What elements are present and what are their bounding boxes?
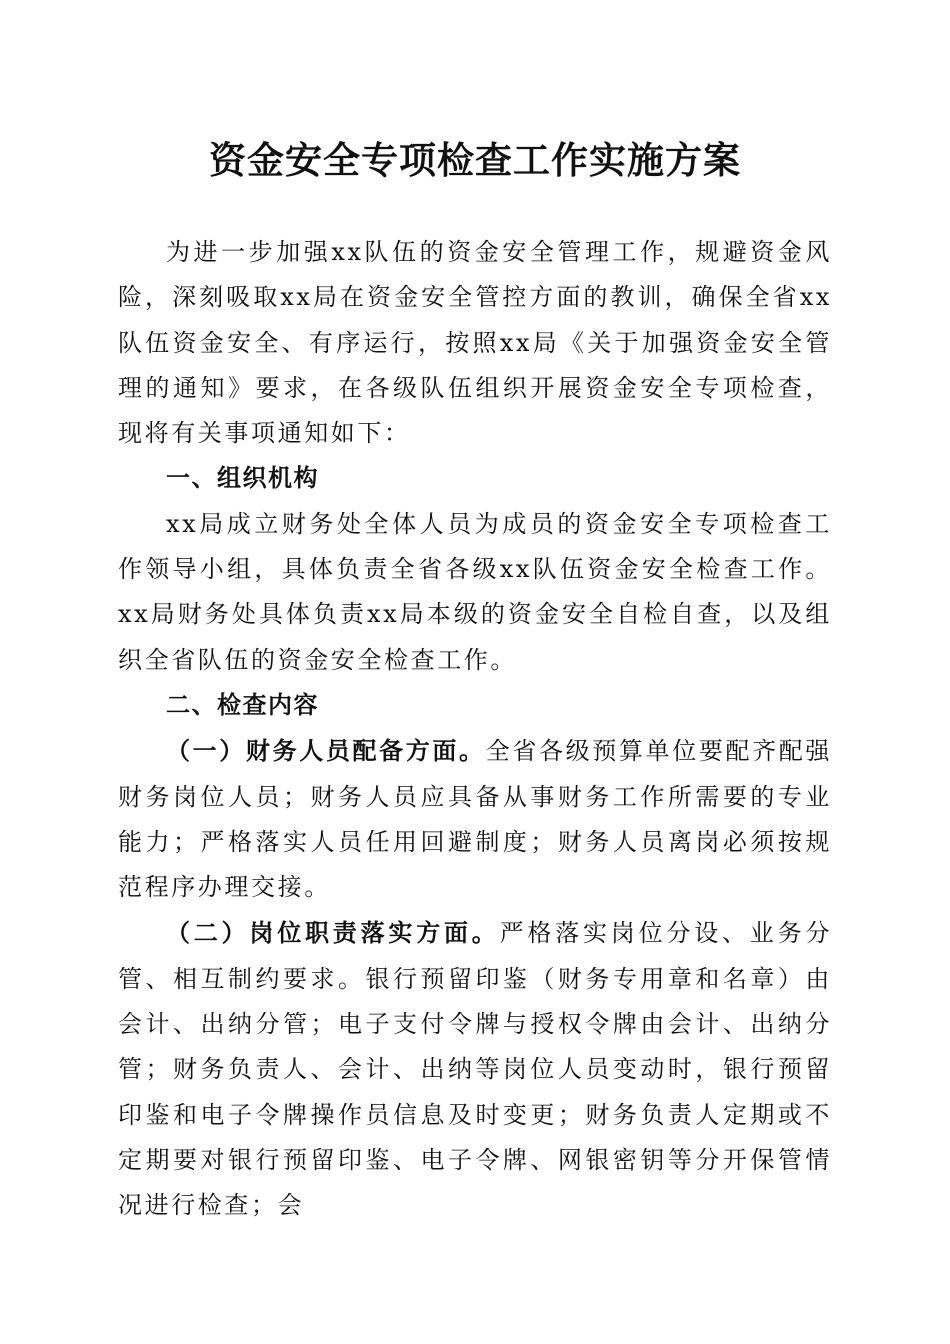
staffing-lead: （一）财务人员配备方面。 [166,736,486,766]
document-title: 资金安全专项检查工作实施方案 [209,138,741,182]
duties-lead: （二）岗位职责落实方面。 [166,918,500,948]
duties-paragraph [118,910,832,1228]
section-heading-inspection-content: 二、检查内容 [166,690,319,719]
intro-paragraph: 为进一步加强xx队伍的资金安全管理工作，规避资金风险，深刻吸取xx局在资金安全管控方面的教训，确保全省xx队伍资金安全、有序运行，按照xx局《关于加强资金安全管理的通知》要求，在各级队伍组织开展资金安全专项检查，现将有关事项通知如下： [118,238,832,448]
duties-text: 严格落实岗位分设、业务分管、相互制约要求。银行预留印鉴（财务专用章和名章）由会计、出纳分管；电子支付令牌与授权令牌由会计、出纳分管；财务负责人、会计、出纳等岗位人员变动时，银行预留印鉴和电子令牌操作员信息及时变更；财务负责人定期或不定期要对银行预留印鉴、电子令牌、网银密钥等分开保管情况进行检查；会 [118,919,833,1220]
document-body [118,230,832,1229]
organization-paragraph: xx局成立财务处全体人员为成员的资金安全专项检查工作领导小组，具体负责全省各级xx队伍资金安全检查工作。xx局财务处具体负责xx局本级的资金安全自检自查，以及组织全省队伍的资金安全检查工作。 [118,509,832,674]
staffing-paragraph [118,728,832,910]
staffing-text: 全省各级预算单位要配齐配强财务岗位人员；财务人员应具备从事财务工作所需要的专业能力；严格落实人员任用回避制度；财务人员离岗必须按规范程序办理交接。 [118,737,832,902]
section-heading-organization: 一、组织机构 [166,464,319,493]
